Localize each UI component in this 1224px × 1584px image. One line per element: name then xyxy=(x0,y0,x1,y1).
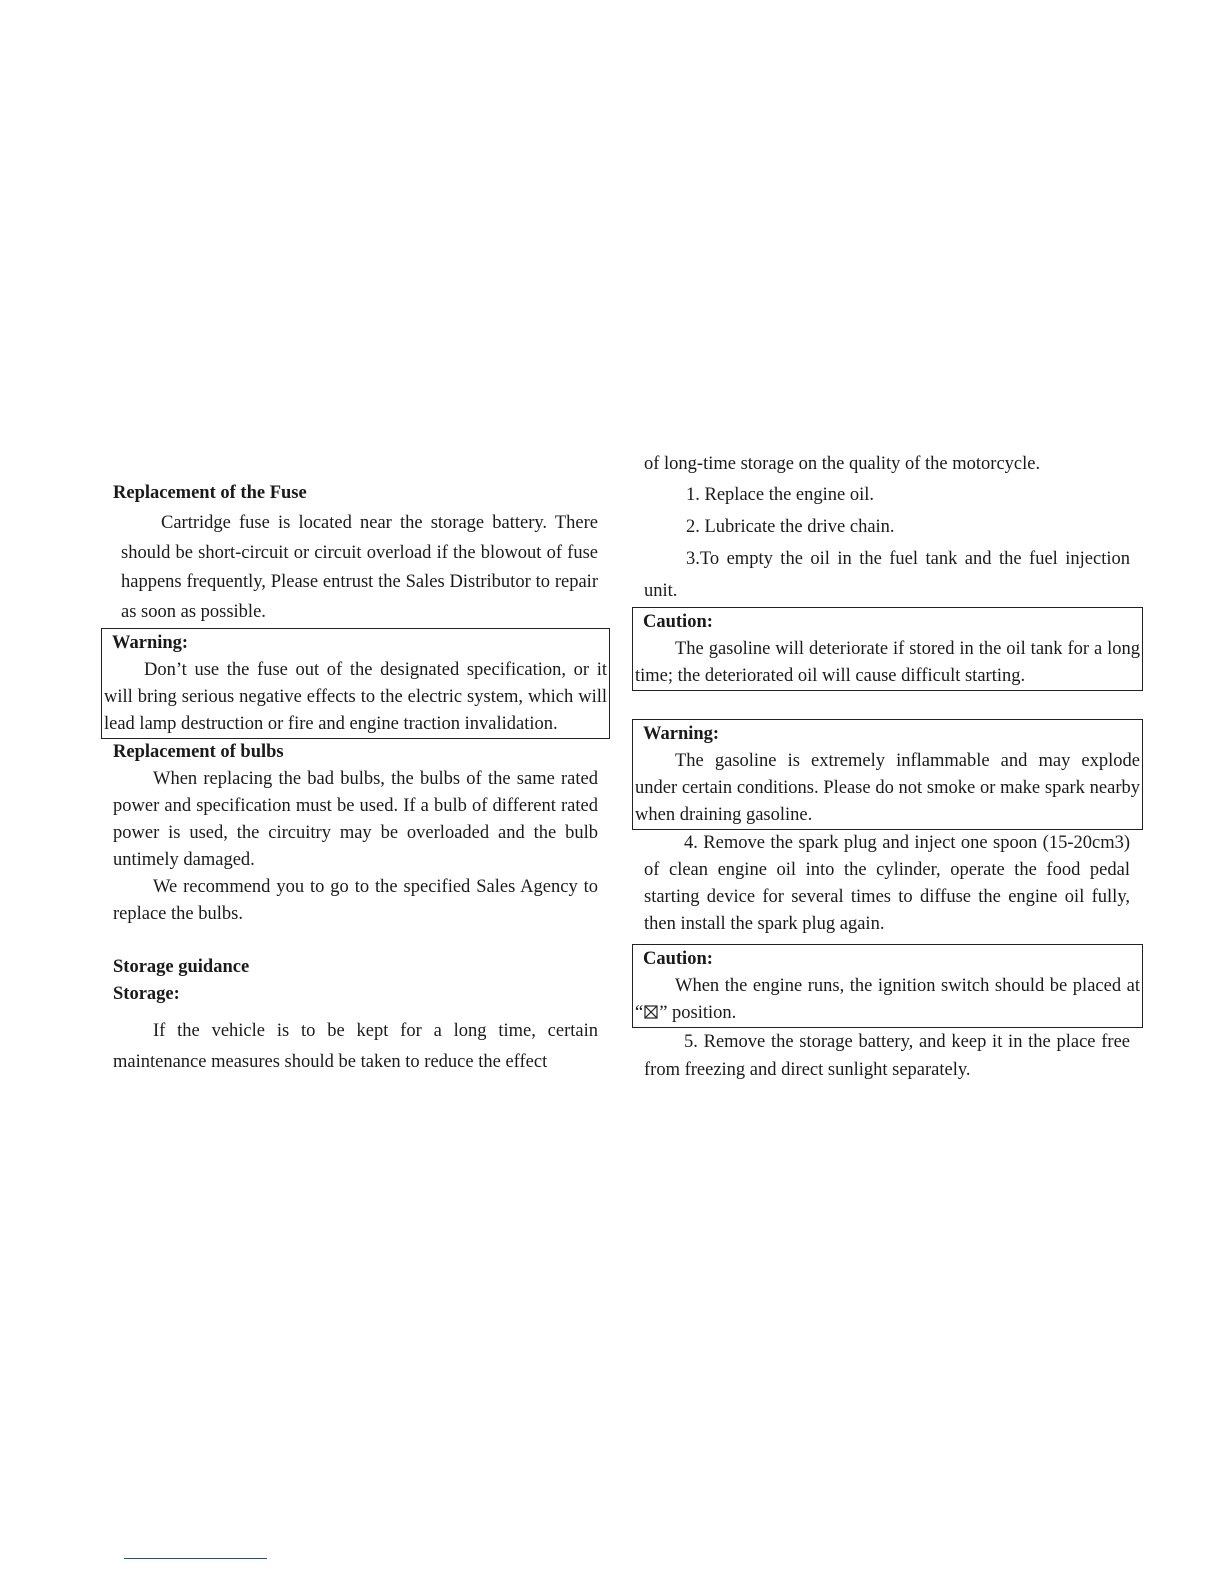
storage-step-3: 3.To empty the oil in the fuel tank and the fuel injection unit. xyxy=(644,549,1130,601)
bulbs-paragraph-2: We recommend you to go to the specified Sales Agency to replace the bulbs. xyxy=(113,877,598,924)
warning-text: The gasoline is extremely inflammable and may explode under certain conditions. Please do not smoke or make spark nearby when draining gasoline. xyxy=(635,751,1140,825)
storage-heading: Storage: xyxy=(113,984,180,1004)
storage-step-4: 4. Remove the spark plug and inject one spoon (15-20cm3) of clean engine oil into the cylinder, operate the food pedal starting device for several times to diffuse the engine oil fully, then install the spark plug again. xyxy=(644,833,1130,934)
warning-text: Don’t use the fuse out of the designated specification, or it will bring serious negative effects to the electric system, which will lead lamp destruction or fire and engine traction invalidation. xyxy=(104,660,607,734)
ignition-off-icon xyxy=(644,1005,658,1019)
warning-title: Warning: xyxy=(643,724,720,744)
caution-text: The gasoline will deteriorate if stored in the oil tank for a long time; the deteriorated oil will cause difficult starting. xyxy=(635,639,1140,686)
gasoline-warning-box xyxy=(632,719,1143,830)
bulbs-heading: Replacement of bulbs xyxy=(113,742,284,762)
warning-title: Warning: xyxy=(112,633,189,653)
footnote-separator xyxy=(124,1558,267,1559)
fuse-heading: Replacement of the Fuse xyxy=(113,483,307,503)
bulbs-paragraph-1: When replacing the bad bulbs, the bulbs of the same rated power and specification must be used. If a bulb of different rated power is used, the circuitry may be overloaded and the bulb untimely damaged. xyxy=(113,769,598,870)
storage-step-5: 5. Remove the storage battery, and keep it in the place free from freezing and direct sunlight separately. xyxy=(644,1032,1130,1080)
fuse-paragraph: Cartridge fuse is located near the storage battery. There should be short-circuit or circuit overload if the blowout of fuse happens frequently, Please entrust the Sales Distributor to repair as soon as possible. xyxy=(121,513,598,622)
caution-title: Caution: xyxy=(643,949,713,969)
caution-text xyxy=(635,973,1140,1027)
caution-text-after: ” position. xyxy=(659,1003,737,1023)
caution-title: Caution: xyxy=(643,612,713,632)
right-column xyxy=(635,450,1140,1084)
gasoline-caution-box xyxy=(632,607,1143,691)
fuse-warning-box xyxy=(101,628,610,739)
storage-step-2: 2. Lubricate the drive chain. xyxy=(686,517,895,537)
ignition-caution-box xyxy=(632,944,1143,1028)
storage-guidance-heading: Storage guidance xyxy=(113,957,250,977)
storage-paragraph: If the vehicle is to be kept for a long time, certain maintenance measures should be taken to reduce the effect xyxy=(113,1021,598,1072)
storage-continuation: of long-time storage on the quality of the motorcycle. xyxy=(644,454,1041,474)
caution-text-before: When the engine runs, the ignition switch should be placed at “ xyxy=(635,976,1140,1023)
left-column xyxy=(104,480,607,1078)
storage-step-1: 1. Replace the engine oil. xyxy=(686,485,875,505)
